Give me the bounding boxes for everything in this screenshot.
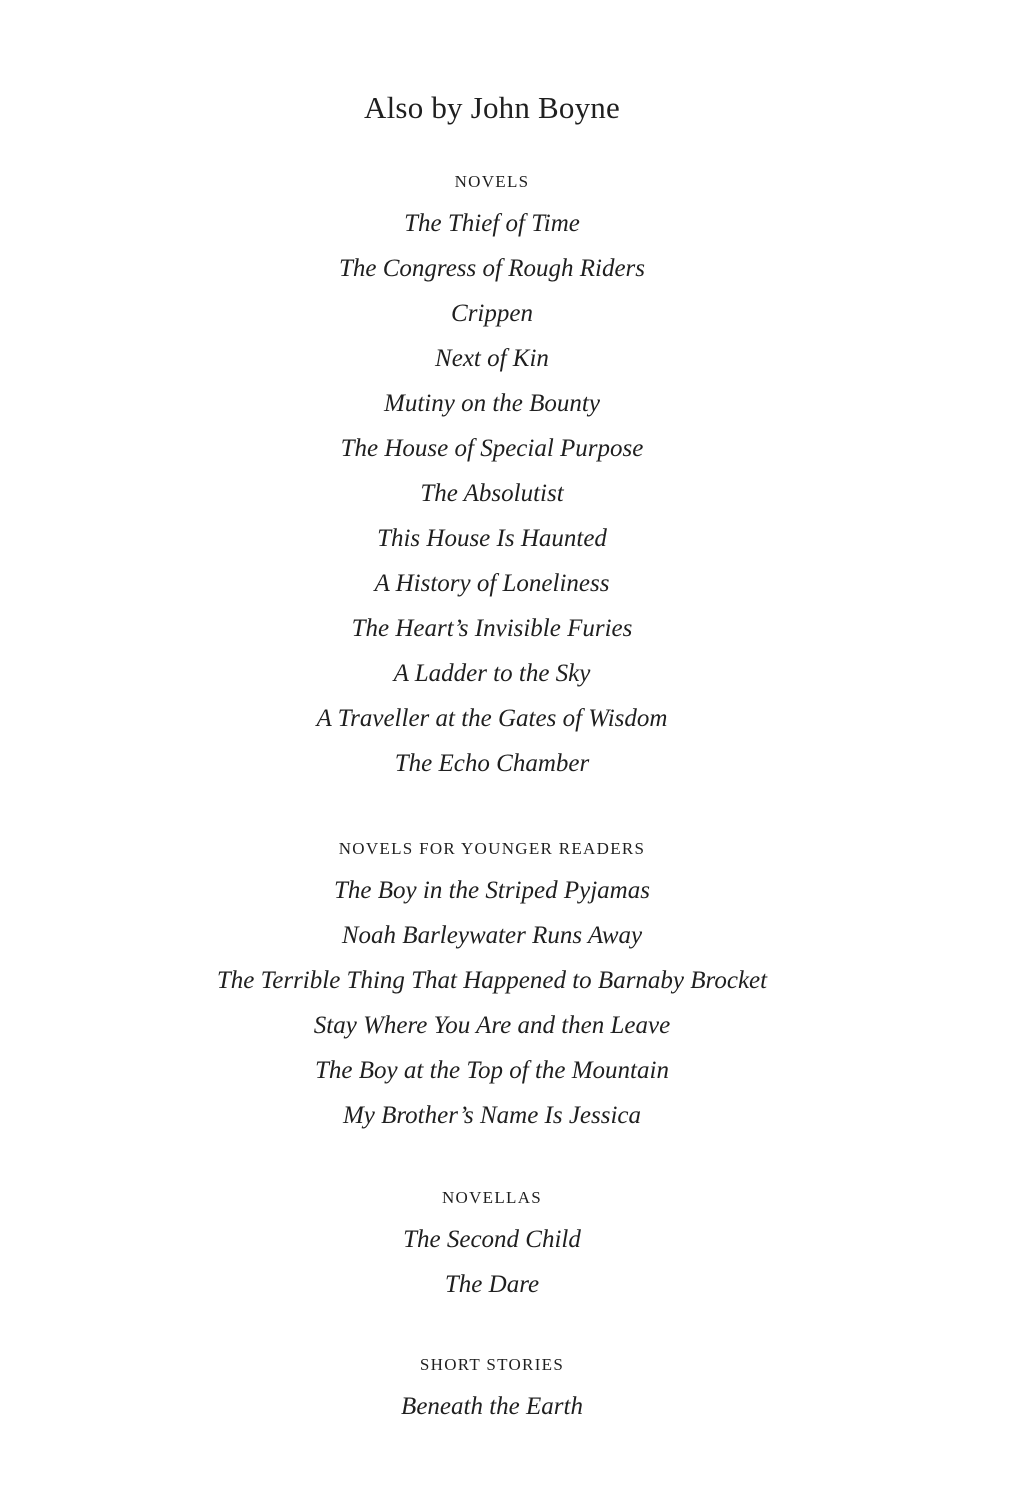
book-title: The Absolutist	[420, 480, 564, 507]
book-title: Next of Kin	[435, 345, 549, 372]
section-novels-for-younger-readers	[0, 838, 984, 1138]
book-title: Noah Barleywater Runs Away	[341, 922, 643, 949]
section-novels	[0, 171, 984, 786]
section-heading-novellas: NOVELLAS	[441, 1188, 543, 1207]
page-title: Also by John Boyne	[364, 90, 620, 125]
book-title: The Terrible Thing That Happened to Barnaby Brocket	[216, 967, 768, 994]
book-title: A Traveller at the Gates of Wisdom	[316, 705, 668, 732]
novels-list	[0, 201, 984, 786]
book-title: The Second Child	[403, 1226, 581, 1253]
book-title: Beneath the Earth	[401, 1393, 583, 1420]
book-title: This House Is Haunted	[377, 525, 607, 552]
section-heading-younger-readers: NOVELS FOR YOUNGER READERS	[338, 839, 646, 858]
book-title: The Dare	[444, 1271, 540, 1298]
novellas-list	[0, 1217, 984, 1307]
book-title: Crippen	[451, 300, 533, 327]
book-title: A Ladder to the Sky	[393, 660, 591, 687]
book-title: My Brother’s Name Is Jessica	[342, 1102, 642, 1129]
book-title: The Echo Chamber	[394, 750, 590, 777]
book-title: The Congress of Rough Riders	[338, 255, 646, 282]
section-novellas	[0, 1187, 984, 1307]
book-title: A History of Loneliness	[374, 570, 610, 597]
short-stories-list	[0, 1384, 984, 1429]
book-title: The House of Special Purpose	[340, 435, 644, 462]
book-title: The Boy at the Top of the Mountain	[315, 1057, 669, 1084]
section-heading-short-stories: SHORT STORIES	[419, 1355, 565, 1374]
book-title: The Thief of Time	[404, 210, 580, 237]
section-short-stories	[0, 1354, 984, 1429]
book-title: The Boy in the Striped Pyjamas	[334, 877, 650, 904]
book-title: The Heart’s Invisible Furies	[351, 615, 633, 642]
book-title: Mutiny on the Bounty	[384, 390, 600, 417]
section-heading-novels: NOVELS	[454, 172, 530, 191]
book-title: Stay Where You Are and then Leave	[313, 1012, 671, 1039]
younger-readers-list	[0, 868, 984, 1138]
